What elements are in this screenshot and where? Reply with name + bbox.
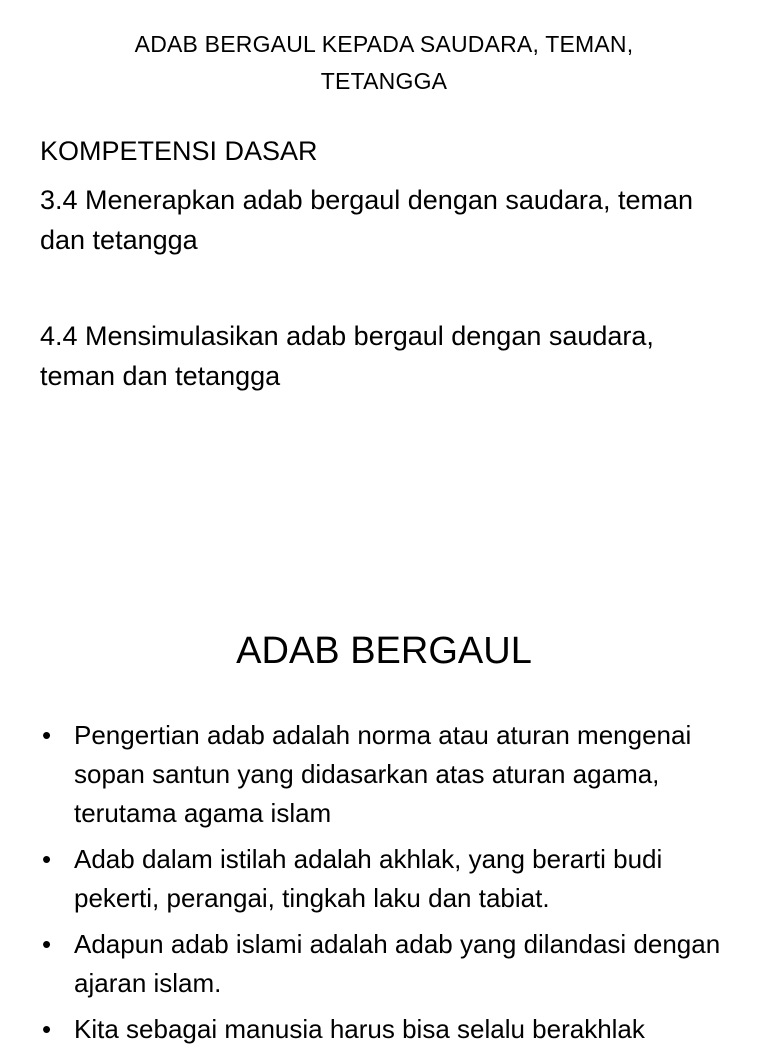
competency-item: 4.4 Mensimulasikan adab bergaul dengan saudara, teman dan tetangga <box>40 321 654 391</box>
bullet-text: Adab dalam istilah adalah akhlak, yang berarti budi pekerti, perangai, tingkah laku dan tabiat. <box>74 844 663 913</box>
bullet-icon: • <box>42 929 52 959</box>
bullet-item <box>0 925 768 1003</box>
slide-1-title: ADAB BERGAUL KEPADA SAUDARA, TEMAN, TETANGGA <box>134 31 634 94</box>
bullet-icon: • <box>42 1014 52 1044</box>
bullet-text: Kita sebagai manusia harus bisa selalu berakhlak <box>74 1014 645 1044</box>
bullet-icon: • <box>42 844 52 874</box>
slide-2-title: ADAB BERGAUL <box>236 630 532 672</box>
kompetensi-dasar-heading: KOMPETENSI DASAR <box>40 136 318 166</box>
bullet-item <box>0 1010 768 1049</box>
bullet-text: Pengertian adab adalah norma atau aturan mengenai sopan santun yang didasarkan atas aturan agama, terutama agama islam <box>74 720 692 828</box>
competency-item: 3.4 Menerapkan adab bergaul dengan saudara, teman dan tetangga <box>40 185 693 255</box>
bullet-icon: • <box>42 720 52 750</box>
bullet-text: Adapun adab islami adalah adab yang dilandasi dengan ajaran islam. <box>74 929 721 998</box>
bullet-list <box>0 716 768 1056</box>
bullet-item <box>0 840 768 918</box>
slide-2 <box>0 560 768 1044</box>
bullet-item <box>0 716 768 833</box>
